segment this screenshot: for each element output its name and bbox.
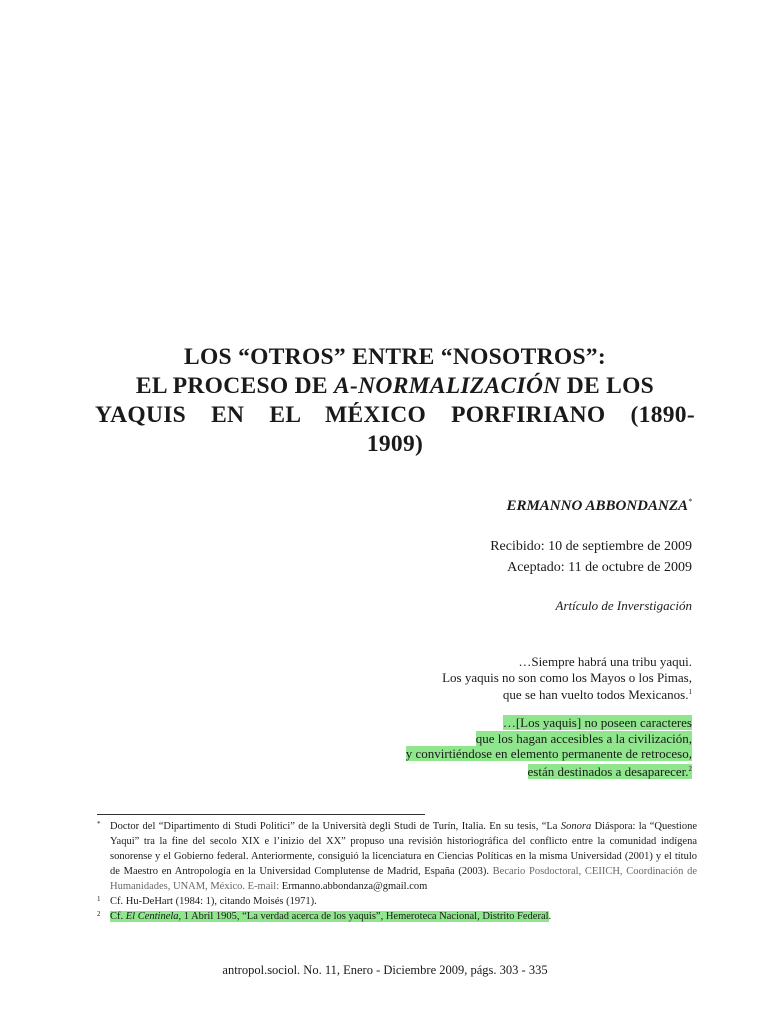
author-note-mark[interactable]: *	[688, 497, 692, 506]
epigraph-line: que se han vuelto todos Mexicanos.$^1$	[502, 687, 692, 702]
epigraph-1	[442, 654, 692, 703]
title-line-4: 1909)	[366, 431, 424, 457]
epigraph-line: y convirtiéndose en elemento permanente de retroceso,	[405, 746, 692, 761]
footnote-1: 1 Cf. Hu-DeHart (1984: 1), citando Moisés (1971).	[97, 894, 697, 909]
footnote-ref-2[interactable]: 2	[688, 764, 692, 773]
article-title	[95, 343, 695, 459]
submission-dates	[490, 536, 692, 578]
epigraph-line: …Siempre habrá una tribu yaqui.	[518, 654, 692, 669]
accepted-date: Aceptado: 11 de octubre de 2009	[507, 560, 692, 575]
footnote-divider	[97, 814, 425, 815]
title-line-1: LOS “OTROS” ENTRE “NOSOTROS”:	[183, 344, 606, 370]
title-line-3: YAQUIS EN EL MÉXICO PORFIRIANO (1890-	[95, 402, 695, 428]
epigraph-line: Los yaquis no son como los Mayos o los Pimas,	[442, 669, 692, 685]
page-footer: antropol.sociol. No. 11, Enero - Diciembre 2009, págs. 303 - 335	[222, 963, 548, 977]
footnotes	[97, 819, 697, 924]
epigraph-line: están destinados a desaparecer.$^2$	[527, 763, 692, 779]
epigraph-2	[406, 715, 692, 779]
title-line-2: EL PROCESO DE A-NORMALIZACIÓN DE LOS	[135, 373, 655, 399]
footnote-mark: *	[97, 820, 101, 828]
author-email[interactable]: Ermanno.abbondanza@gmail.com	[281, 881, 428, 892]
footnote-mark: 1	[97, 895, 101, 903]
received-date: Recibido: 10 de septiembre de 2009	[490, 539, 692, 554]
epigraph-line: …[Los yaquis] no poseen caracteres	[502, 715, 692, 730]
epigraph-line: que los hagan accesibles a la civilización,	[475, 730, 692, 746]
author-name: ERMANNO ABBONDANZA*	[506, 497, 692, 514]
footnote-2: 2 Cf. El Centinela, 1 Abril 1905, “La verdad acerca de los yaquis”, Hemeroteca Nacional, Distrito Federal.	[97, 909, 697, 924]
article-type: Artículo de Inverstigación	[555, 598, 692, 613]
footnote-ref-1[interactable]: 1	[688, 688, 692, 696]
footnote-author: * Doctor del “Dipartimento di Studi Politici” de la Università degli Studi de Turín, Italia. En su tesis, “La Sonora Diáspora: la “Questione Yaqui” tra la fine del secolo XIX e l’inizio del XX” propuso una revisión historiográfica del conflicto entre la comunidad indígena sonorense y el Gobierno federal. Anteriormente, consiguió la licenciatura en Ciencias Políticas en la misma Universidad (2001) y el título de Maestro en Antropología en la Universidad Complutense de Madrid, España (2003). Becario Posdoctoral, CEIICH, Coordinación de Humanidades, UNAM, México. E-mail: Ermanno.abbondanza@gmail.com	[97, 819, 697, 894]
footnote-mark: 2	[97, 910, 101, 918]
title-italic-term: A-NORMALIZACIÓN	[334, 373, 561, 399]
